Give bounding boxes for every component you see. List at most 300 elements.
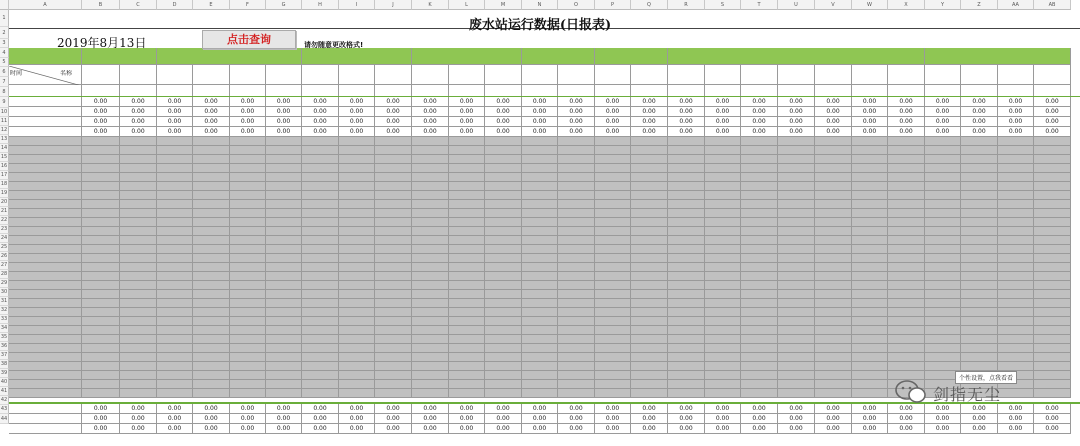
empty-cell[interactable] (1034, 335, 1071, 344)
empty-cell[interactable] (339, 227, 375, 236)
empty-cell[interactable] (558, 191, 595, 200)
empty-cell[interactable] (631, 191, 668, 200)
empty-cell[interactable] (302, 182, 339, 191)
stat-value-cell[interactable]: 0.00 (302, 424, 339, 434)
empty-cell[interactable] (157, 218, 193, 227)
empty-cell[interactable] (266, 245, 302, 254)
empty-cell[interactable] (302, 245, 339, 254)
empty-cell[interactable] (595, 281, 631, 290)
empty-cell[interactable] (82, 335, 120, 344)
empty-cell[interactable] (449, 308, 485, 317)
empty-cell[interactable] (631, 344, 668, 353)
empty-cell[interactable] (558, 254, 595, 263)
empty-cell[interactable] (193, 191, 230, 200)
empty-cell[interactable] (412, 380, 449, 389)
empty-cell[interactable] (558, 227, 595, 236)
empty-cell[interactable] (339, 299, 375, 308)
row-header[interactable]: 13 (0, 136, 8, 142)
row-header[interactable]: 37 (0, 352, 8, 358)
empty-cell[interactable] (778, 173, 815, 182)
column-header[interactable]: AA (998, 0, 1034, 10)
empty-cell[interactable] (120, 362, 157, 371)
empty-cell[interactable] (230, 344, 266, 353)
empty-cell[interactable] (412, 290, 449, 299)
empty-cell[interactable] (888, 209, 925, 218)
empty-cell[interactable] (668, 263, 705, 272)
empty-cell[interactable] (449, 182, 485, 191)
empty-cell[interactable] (925, 317, 961, 326)
empty-cell[interactable] (888, 335, 925, 344)
empty-cell[interactable] (778, 245, 815, 254)
empty-cell[interactable] (9, 254, 82, 263)
empty-cell[interactable] (266, 344, 302, 353)
empty-cell[interactable] (705, 263, 741, 272)
value-cell[interactable]: 0.00 (120, 117, 157, 127)
empty-cell[interactable] (449, 362, 485, 371)
empty-cell[interactable] (9, 371, 82, 380)
empty-cell[interactable] (412, 371, 449, 380)
empty-cell[interactable] (595, 191, 631, 200)
empty-cell[interactable] (815, 281, 852, 290)
empty-cell[interactable] (558, 371, 595, 380)
group-header[interactable] (668, 48, 925, 65)
empty-cell[interactable] (375, 245, 412, 254)
empty-cell[interactable] (449, 245, 485, 254)
empty-cell[interactable] (631, 173, 668, 182)
value-cell[interactable]: 0.00 (193, 117, 230, 127)
empty-cell[interactable] (339, 137, 375, 146)
row-header[interactable]: 11 (0, 118, 8, 124)
empty-cell[interactable] (961, 200, 998, 209)
empty-cell[interactable] (998, 299, 1034, 308)
empty-cell[interactable] (266, 308, 302, 317)
value-cell[interactable]: 0.00 (852, 107, 888, 117)
empty-cell[interactable] (266, 146, 302, 155)
empty-cell[interactable] (741, 272, 778, 281)
empty-cell[interactable] (375, 191, 412, 200)
row-header[interactable]: 25 (0, 244, 8, 250)
empty-cell[interactable] (668, 281, 705, 290)
empty-cell[interactable] (998, 362, 1034, 371)
empty-cell[interactable] (815, 335, 852, 344)
empty-cell[interactable] (120, 173, 157, 182)
empty-cell[interactable] (925, 200, 961, 209)
empty-cell[interactable] (339, 353, 375, 362)
empty-cell[interactable] (668, 389, 705, 398)
empty-cell[interactable] (157, 281, 193, 290)
empty-cell[interactable] (888, 164, 925, 173)
empty-cell[interactable] (412, 209, 449, 218)
empty-cell[interactable] (485, 326, 522, 335)
empty-cell[interactable] (998, 137, 1034, 146)
empty-cell[interactable] (888, 299, 925, 308)
empty-cell[interactable] (815, 272, 852, 281)
column-title[interactable] (815, 65, 852, 85)
empty-cell[interactable] (120, 245, 157, 254)
stat-value-cell[interactable]: 0.00 (558, 404, 595, 414)
column-title[interactable] (339, 65, 375, 85)
empty-cell[interactable] (230, 290, 266, 299)
empty-cell[interactable] (852, 218, 888, 227)
empty-cell[interactable] (82, 191, 120, 200)
empty-cell[interactable] (668, 164, 705, 173)
empty-cell[interactable] (595, 164, 631, 173)
value-cell[interactable]: 0.00 (705, 117, 741, 127)
empty-cell[interactable] (925, 191, 961, 200)
empty-cell[interactable] (375, 209, 412, 218)
empty-cell[interactable] (157, 326, 193, 335)
empty-cell[interactable] (339, 317, 375, 326)
empty-cell[interactable] (1034, 218, 1071, 227)
empty-cell[interactable] (157, 209, 193, 218)
value-cell[interactable]: 0.00 (339, 107, 375, 117)
empty-cell[interactable] (230, 263, 266, 272)
column-header[interactable]: Z (961, 0, 998, 10)
column-header[interactable]: E (193, 0, 230, 10)
empty-cell[interactable] (120, 335, 157, 344)
empty-cell[interactable] (193, 344, 230, 353)
empty-cell[interactable] (852, 371, 888, 380)
row-header[interactable]: 18 (0, 181, 8, 187)
empty-cell[interactable] (925, 164, 961, 173)
empty-cell[interactable] (852, 326, 888, 335)
empty-cell[interactable] (631, 218, 668, 227)
empty-cell[interactable] (778, 272, 815, 281)
empty-cell[interactable] (302, 209, 339, 218)
column-title[interactable] (925, 65, 961, 85)
value-cell[interactable]: 0.00 (815, 107, 852, 117)
empty-cell[interactable] (230, 209, 266, 218)
empty-cell[interactable] (412, 299, 449, 308)
empty-cell[interactable] (925, 182, 961, 191)
value-cell[interactable]: 0.00 (925, 97, 961, 107)
empty-cell[interactable] (302, 146, 339, 155)
empty-cell[interactable] (852, 344, 888, 353)
empty-cell[interactable] (705, 182, 741, 191)
empty-cell[interactable] (375, 299, 412, 308)
empty-cell[interactable] (230, 254, 266, 263)
empty-cell[interactable] (522, 245, 558, 254)
row-header[interactable]: 35 (0, 334, 8, 340)
empty-cell[interactable] (412, 317, 449, 326)
empty-cell[interactable] (595, 353, 631, 362)
row-header[interactable]: 32 (0, 307, 8, 313)
empty-cell[interactable] (266, 236, 302, 245)
empty-cell[interactable] (449, 164, 485, 173)
stat-value-cell[interactable]: 0.00 (705, 424, 741, 434)
stat-value-cell[interactable]: 0.00 (631, 404, 668, 414)
value-cell[interactable]: 0.00 (230, 117, 266, 127)
value-cell[interactable]: 0.00 (998, 107, 1034, 117)
empty-cell[interactable] (558, 326, 595, 335)
group-header[interactable] (522, 48, 595, 65)
value-cell[interactable]: 0.00 (705, 127, 741, 137)
value-cell[interactable]: 0.00 (888, 97, 925, 107)
empty-cell[interactable] (778, 308, 815, 317)
empty-cell[interactable] (339, 146, 375, 155)
empty-cell[interactable] (595, 308, 631, 317)
empty-cell[interactable] (449, 371, 485, 380)
empty-cell[interactable] (120, 344, 157, 353)
empty-cell[interactable] (266, 380, 302, 389)
empty-cell[interactable] (1034, 263, 1071, 272)
group-header[interactable] (595, 48, 668, 65)
empty-cell[interactable] (741, 245, 778, 254)
row-header[interactable]: 7 (0, 77, 9, 87)
empty-cell[interactable] (157, 380, 193, 389)
value-cell[interactable]: 0.00 (157, 97, 193, 107)
empty-cell[interactable] (961, 137, 998, 146)
empty-cell[interactable] (888, 281, 925, 290)
column-title[interactable] (961, 65, 998, 85)
stat-value-cell[interactable]: 0.00 (1034, 414, 1071, 424)
empty-cell[interactable] (266, 362, 302, 371)
empty-cell[interactable] (631, 209, 668, 218)
empty-cell[interactable] (120, 290, 157, 299)
empty-cell[interactable] (485, 200, 522, 209)
empty-cell[interactable] (266, 335, 302, 344)
value-cell[interactable]: 0.00 (82, 97, 120, 107)
empty-cell[interactable] (852, 299, 888, 308)
stat-value-cell[interactable]: 0.00 (998, 414, 1034, 424)
empty-cell[interactable] (778, 227, 815, 236)
empty-cell[interactable] (485, 191, 522, 200)
stat-value-cell[interactable]: 0.00 (852, 424, 888, 434)
empty-cell[interactable] (778, 281, 815, 290)
stat-value-cell[interactable]: 0.00 (595, 424, 631, 434)
empty-cell[interactable] (157, 299, 193, 308)
empty-cell[interactable] (266, 353, 302, 362)
empty-cell[interactable] (741, 344, 778, 353)
empty-cell[interactable] (705, 362, 741, 371)
stat-value-cell[interactable]: 0.00 (522, 404, 558, 414)
empty-cell[interactable] (339, 371, 375, 380)
empty-cell[interactable] (82, 362, 120, 371)
column-title[interactable] (668, 65, 705, 85)
empty-cell[interactable] (961, 344, 998, 353)
empty-cell[interactable] (412, 200, 449, 209)
empty-cell[interactable] (412, 353, 449, 362)
stat-label[interactable] (9, 414, 82, 424)
empty-cell[interactable] (998, 344, 1034, 353)
empty-cell[interactable] (558, 218, 595, 227)
empty-cell[interactable] (266, 164, 302, 173)
empty-cell[interactable] (741, 227, 778, 236)
empty-cell[interactable] (815, 236, 852, 245)
empty-cell[interactable] (778, 290, 815, 299)
stat-value-cell[interactable]: 0.00 (815, 414, 852, 424)
empty-cell[interactable] (925, 308, 961, 317)
row-header[interactable]: 36 (0, 343, 8, 349)
empty-cell[interactable] (9, 335, 82, 344)
empty-cell[interactable] (961, 326, 998, 335)
empty-cell[interactable] (9, 227, 82, 236)
empty-cell[interactable] (778, 155, 815, 164)
empty-cell[interactable] (741, 308, 778, 317)
empty-cell[interactable] (375, 173, 412, 182)
empty-cell[interactable] (1034, 182, 1071, 191)
empty-cell[interactable] (82, 317, 120, 326)
empty-cell[interactable] (339, 281, 375, 290)
empty-cell[interactable] (412, 146, 449, 155)
empty-cell[interactable] (961, 227, 998, 236)
empty-cell[interactable] (302, 299, 339, 308)
value-cell[interactable]: 0.00 (375, 107, 412, 117)
column-header[interactable]: I (339, 0, 375, 10)
empty-cell[interactable] (449, 209, 485, 218)
empty-cell[interactable] (741, 353, 778, 362)
empty-cell[interactable] (558, 281, 595, 290)
empty-cell[interactable] (485, 290, 522, 299)
empty-cell[interactable] (998, 182, 1034, 191)
empty-cell[interactable] (193, 281, 230, 290)
empty-cell[interactable] (9, 137, 82, 146)
value-cell[interactable]: 0.00 (82, 117, 120, 127)
empty-cell[interactable] (157, 290, 193, 299)
empty-cell[interactable] (631, 272, 668, 281)
column-title[interactable] (120, 65, 157, 85)
empty-cell[interactable] (339, 272, 375, 281)
value-cell[interactable]: 0.00 (339, 97, 375, 107)
stat-value-cell[interactable]: 0.00 (485, 414, 522, 424)
empty-cell[interactable] (9, 209, 82, 218)
empty-cell[interactable] (705, 254, 741, 263)
empty-cell[interactable] (412, 182, 449, 191)
empty-cell[interactable] (815, 290, 852, 299)
empty-cell[interactable] (339, 380, 375, 389)
empty-cell[interactable] (302, 155, 339, 164)
empty-cell[interactable] (741, 317, 778, 326)
empty-cell[interactable] (778, 362, 815, 371)
empty-cell[interactable] (778, 218, 815, 227)
column-title[interactable] (705, 65, 741, 85)
empty-cell[interactable] (266, 209, 302, 218)
value-cell[interactable]: 0.00 (631, 127, 668, 137)
stat-value-cell[interactable]: 0.00 (998, 404, 1034, 414)
empty-cell[interactable] (998, 335, 1034, 344)
row-header[interactable]: 43 (0, 406, 8, 412)
empty-cell[interactable] (961, 290, 998, 299)
empty-cell[interactable] (82, 146, 120, 155)
stat-value-cell[interactable]: 0.00 (558, 424, 595, 434)
empty-cell[interactable] (925, 353, 961, 362)
empty-cell[interactable] (230, 200, 266, 209)
empty-cell[interactable] (558, 290, 595, 299)
empty-cell[interactable] (778, 326, 815, 335)
empty-cell[interactable] (120, 218, 157, 227)
value-cell[interactable]: 0.00 (82, 107, 120, 117)
value-cell[interactable]: 0.00 (339, 127, 375, 137)
empty-cell[interactable] (193, 218, 230, 227)
column-header[interactable]: M (485, 0, 522, 10)
value-cell[interactable]: 0.00 (961, 107, 998, 117)
empty-cell[interactable] (485, 335, 522, 344)
empty-cell[interactable] (998, 146, 1034, 155)
empty-cell[interactable] (815, 155, 852, 164)
empty-cell[interactable] (852, 227, 888, 236)
empty-cell[interactable] (193, 209, 230, 218)
value-cell[interactable]: 0.00 (741, 127, 778, 137)
value-cell[interactable]: 0.00 (485, 97, 522, 107)
empty-cell[interactable] (375, 227, 412, 236)
empty-cell[interactable] (339, 362, 375, 371)
empty-cell[interactable] (449, 254, 485, 263)
value-cell[interactable]: 0.00 (120, 127, 157, 137)
empty-cell[interactable] (82, 272, 120, 281)
empty-cell[interactable] (193, 137, 230, 146)
empty-cell[interactable] (668, 200, 705, 209)
column-header[interactable]: A (9, 0, 82, 10)
stat-label[interactable] (9, 424, 82, 434)
empty-cell[interactable] (815, 191, 852, 200)
empty-cell[interactable] (705, 308, 741, 317)
empty-cell[interactable] (631, 254, 668, 263)
empty-cell[interactable] (925, 263, 961, 272)
empty-cell[interactable] (82, 326, 120, 335)
empty-cell[interactable] (522, 317, 558, 326)
empty-cell[interactable] (1034, 200, 1071, 209)
value-cell[interactable]: 0.00 (595, 107, 631, 117)
empty-cell[interactable] (412, 227, 449, 236)
value-cell[interactable]: 0.00 (668, 97, 705, 107)
empty-cell[interactable] (1034, 308, 1071, 317)
value-cell[interactable]: 0.00 (961, 127, 998, 137)
empty-cell[interactable] (631, 227, 668, 236)
empty-cell[interactable] (157, 146, 193, 155)
value-cell[interactable]: 0.00 (449, 97, 485, 107)
value-cell[interactable]: 0.00 (230, 97, 266, 107)
stat-value-cell[interactable]: 0.00 (412, 404, 449, 414)
empty-cell[interactable] (888, 263, 925, 272)
empty-cell[interactable] (631, 281, 668, 290)
empty-cell[interactable] (485, 281, 522, 290)
stat-value-cell[interactable]: 0.00 (120, 404, 157, 414)
empty-cell[interactable] (668, 245, 705, 254)
empty-cell[interactable] (120, 155, 157, 164)
empty-cell[interactable] (230, 173, 266, 182)
empty-cell[interactable] (522, 209, 558, 218)
empty-cell[interactable] (961, 155, 998, 164)
empty-cell[interactable] (412, 191, 449, 200)
column-header[interactable]: B (82, 0, 120, 10)
value-cell[interactable]: 0.00 (741, 107, 778, 117)
empty-cell[interactable] (193, 146, 230, 155)
empty-cell[interactable] (266, 299, 302, 308)
row-header[interactable]: 28 (0, 271, 8, 277)
empty-cell[interactable] (82, 173, 120, 182)
empty-cell[interactable] (595, 299, 631, 308)
empty-cell[interactable] (302, 200, 339, 209)
empty-cell[interactable] (339, 173, 375, 182)
stat-value-cell[interactable]: 0.00 (375, 404, 412, 414)
row-header[interactable]: 15 (0, 154, 8, 160)
empty-cell[interactable] (925, 137, 961, 146)
empty-cell[interactable] (705, 227, 741, 236)
empty-cell[interactable] (631, 326, 668, 335)
empty-cell[interactable] (157, 227, 193, 236)
value-cell[interactable]: 0.00 (82, 127, 120, 137)
empty-cell[interactable] (558, 335, 595, 344)
empty-cell[interactable] (485, 227, 522, 236)
empty-cell[interactable] (998, 209, 1034, 218)
empty-cell[interactable] (302, 137, 339, 146)
stat-value-cell[interactable]: 0.00 (412, 424, 449, 434)
empty-cell[interactable] (375, 371, 412, 380)
empty-cell[interactable] (1034, 155, 1071, 164)
empty-cell[interactable] (852, 182, 888, 191)
empty-cell[interactable] (1034, 326, 1071, 335)
empty-cell[interactable] (558, 173, 595, 182)
